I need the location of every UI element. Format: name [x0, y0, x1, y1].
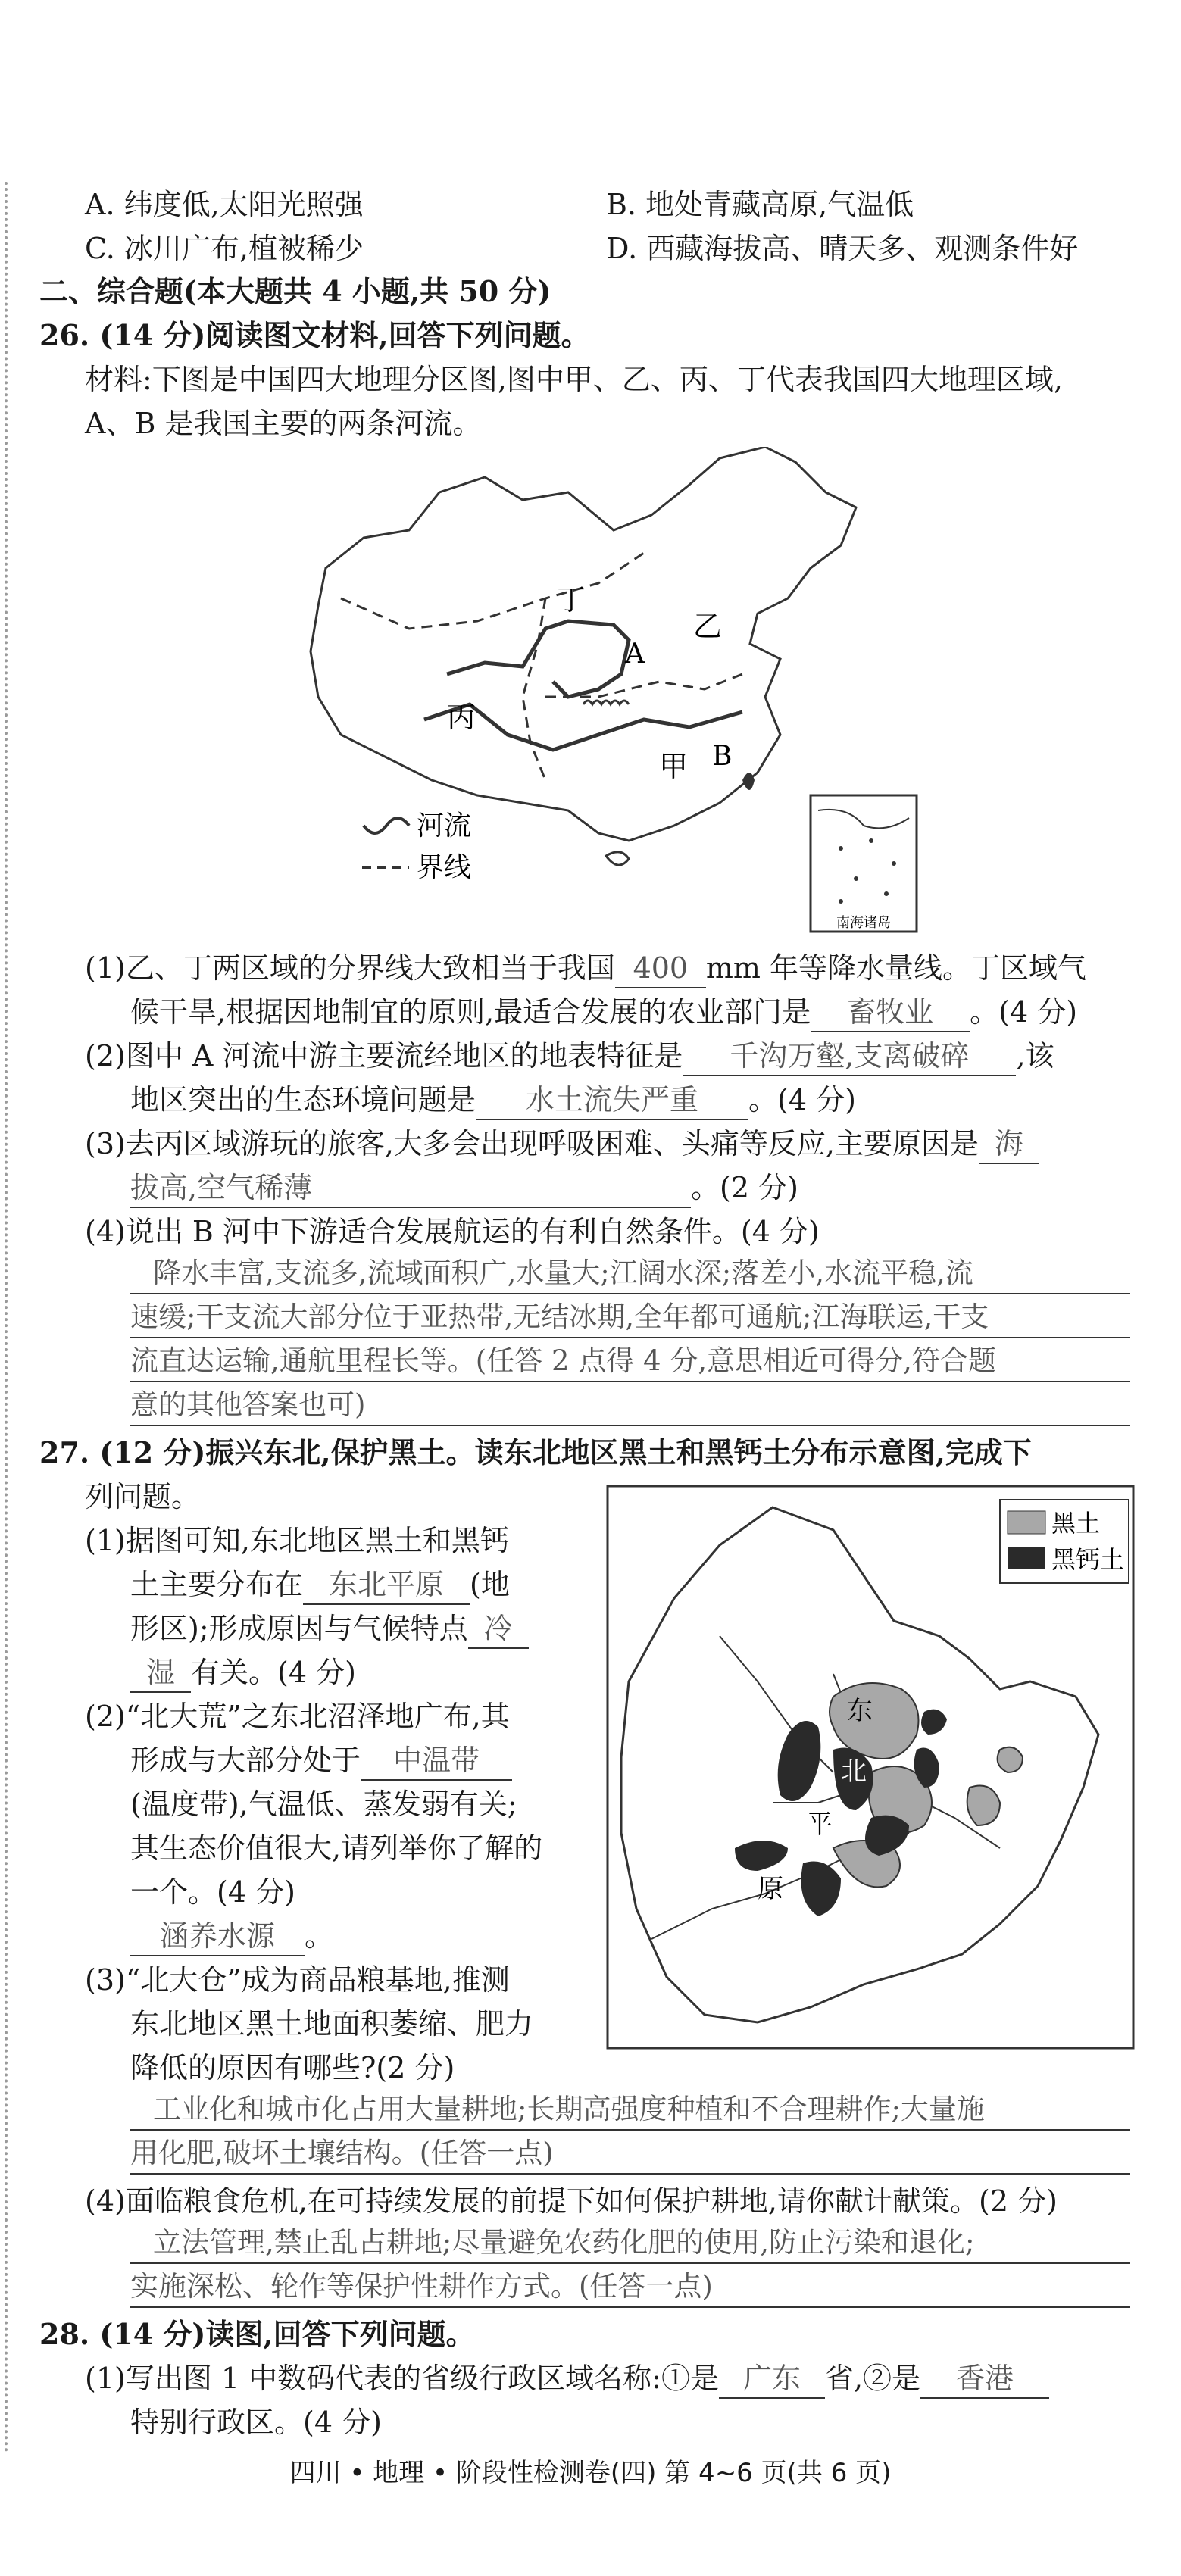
map-label-jia: 甲 — [659, 750, 689, 783]
answer-line[interactable]: 意的其他答案也可) — [130, 1385, 1130, 1426]
q27-p4-question: (4)面临粮食危机,在可持续发展的前提下如何保护耕地,请你献计献策。(2 分) — [85, 2184, 1058, 2218]
map-label-yi: 乙 — [693, 610, 723, 643]
q27-p1-line1: (1)据图可知,东北地区黑土和黑钙 — [85, 1524, 509, 1557]
answer-line[interactable]: 实施深松、轮作等保护性耕作方式。(任答一点) — [130, 2267, 1130, 2308]
q26-p3-line1: (3)去丙区域游玩的旅客,大多会出现呼吸困难、头痛等反应,主要原因是 海 — [85, 1125, 1039, 1164]
legend-river-symbol — [364, 818, 409, 833]
q27-head: 27. (12 分)振兴东北,保护黑土。读东北地区黑土和黑钙土分布示意图,完成下 — [39, 1435, 1032, 1469]
map-label-ping: 平 — [807, 1809, 833, 1840]
inset-islands — [839, 838, 896, 904]
map-label-yuan: 原 — [758, 1874, 783, 1904]
q27-p3-line3: 降低的原因有哪些?(2 分) — [130, 2051, 455, 2084]
legend-black-soil-swatch — [1008, 1511, 1045, 1534]
answer-blank[interactable]: 千沟万壑,支离破碎 — [683, 1037, 1016, 1076]
q27-p2-line1: (2)“北大荒”之东北沼泽地广布,其 — [85, 1700, 510, 1733]
q27-p1-line3: 形区);形成原因与气候特点 冷 — [130, 1610, 529, 1649]
section-title: 二、综合题(本大题共 4 小题,共 50 分) — [39, 274, 551, 308]
answer-blank[interactable]: 水土流失严重 — [476, 1081, 748, 1120]
q26-material-1: 材料:下图是中国四大地理分区图,图中甲、乙、丙、丁代表我国四大地理区域, — [85, 363, 1063, 396]
answer-blank[interactable]: 海 — [979, 1125, 1039, 1164]
south-china-sea-inset — [811, 795, 917, 932]
legend-chernozem-label: 黑钙土 — [1051, 1545, 1125, 1574]
q26-material-2: A、B 是我国主要的两条河流。 — [85, 407, 482, 440]
q26-p3-line2: 拔高,空气稀薄 。(2 分) — [130, 1169, 798, 1208]
q26-head: 26. (14 分)阅读图文材料,回答下列问题。 — [39, 318, 590, 352]
map-label-ding: 丁 — [557, 583, 586, 617]
q27-p2-line4: 其生态价值很大,请列举你了解的 — [130, 1831, 543, 1865]
china-outline — [311, 447, 856, 841]
option-b: B. 地处青藏高原,气温低 — [606, 188, 914, 221]
q27-p2-line5: 一个。(4 分) — [130, 1875, 295, 1909]
q26-p1-line1: (1)乙、丁两区域的分界线大致相当于我国 400 mm 年等降水量线。丁区域气 — [85, 949, 1086, 988]
answer-line[interactable]: 流直达运输,通航里程长等。(任答 2 点得 4 分,意思相近可得分,符合题 — [130, 1341, 1130, 1382]
legend-river-label: 河流 — [417, 810, 472, 841]
q26-p2-line1: (2)图中 A 河流中游主要流经地区的地表特征是 千沟万壑,支离破碎 ,该 — [85, 1037, 1054, 1076]
answer-blank[interactable]: 冷 — [468, 1610, 529, 1649]
answer-blank[interactable]: 拔高,空气稀薄 — [130, 1169, 691, 1208]
q27-head-2: 列问题。 — [85, 1480, 201, 1513]
q26-p4-question: (4)说出 B 河中下游适合发展航运的有利自然条件。(4 分) — [85, 1215, 820, 1248]
legend-border-label: 界线 — [417, 852, 472, 883]
q27-p2-line2: 形成与大部分处于 中温带 — [130, 1741, 512, 1781]
option-a: A. 纬度低,太阳光照强 — [85, 188, 364, 221]
map-label-bing: 丙 — [447, 701, 476, 734]
q27-p1-line4: 湿 有关。(4 分) — [130, 1653, 356, 1693]
answer-blank[interactable]: 香港 — [920, 2359, 1049, 2399]
great-wall-mark — [583, 701, 629, 704]
legend-black-soil-label: 黑土 — [1051, 1509, 1101, 1538]
page-footer: 四川 • 地理 • 阶段性检测卷(四) 第 4~6 页(共 6 页) — [289, 2458, 892, 2488]
answer-blank[interactable]: 东北平原 — [303, 1566, 470, 1605]
black-soil-region-5 — [998, 1747, 1023, 1772]
hainan-island — [606, 852, 629, 865]
answer-line[interactable]: 降水丰富,支流多,流域面积广,水量大;江阔水深;落差小,水流平稳,流 — [130, 1254, 1130, 1294]
answer-line[interactable]: 用化肥,破坏土壤结构。(任答一点) — [130, 2134, 1130, 2175]
answer-blank[interactable]: 湿 — [130, 1653, 191, 1693]
q27-p3-line1: (3)“北大仓”成为商品粮基地,推测 — [85, 1963, 510, 1997]
q27-p2-line6: 涵养水源 。 — [130, 1917, 333, 1956]
inset-label: 南海诸岛 — [836, 915, 891, 931]
answer-blank[interactable]: 广东 — [719, 2359, 825, 2399]
map-label-bei: 北 — [841, 1756, 867, 1787]
option-d: D. 西藏海拔高、晴天多、观测条件好 — [606, 232, 1079, 265]
border-line-1 — [341, 553, 644, 629]
map-label-dong: 东 — [847, 1696, 873, 1726]
river-a — [447, 621, 629, 697]
answer-line[interactable]: 立法管理,禁止乱占耕地;尽量避免农药化肥的使用,防止污染和退化; — [130, 2223, 1130, 2264]
legend-chernozem-swatch — [1008, 1547, 1045, 1569]
northeast-soil-map — [606, 1485, 1136, 2053]
answer-blank[interactable]: 畜牧业 — [811, 993, 970, 1032]
q28-head: 28. (14 分)读图,回答下列问题。 — [39, 2317, 475, 2351]
answer-line[interactable]: 工业化和城市化占用大量耕地;长期高强度种植和不合理耕作;大量施 — [130, 2090, 1130, 2131]
q26-p2-line2: 地区突出的生态环境问题是 水土流失严重 。(4 分) — [130, 1081, 856, 1120]
q28-p1-line1: (1)写出图 1 中数码代表的省级行政区域名称:①是 广东 省,②是 香港 — [85, 2359, 1049, 2399]
answer-blank[interactable]: 400 — [615, 949, 706, 988]
q27-p1-line2: 土主要分布在 东北平原 (地 — [130, 1566, 510, 1605]
answer-line[interactable]: 速缓;干支流大部分位于亚热带,无结冰期,全年都可通航;江海联运,干支 — [130, 1297, 1130, 1338]
map-label-b: B — [712, 741, 733, 772]
answer-blank[interactable]: 中温带 — [361, 1741, 512, 1781]
inset-coast — [818, 810, 909, 828]
map-label-a: A — [625, 639, 645, 670]
option-c: C. 冰川广布,植被稀少 — [85, 232, 364, 265]
q28-p1-line2: 特别行政区。(4 分) — [130, 2406, 382, 2439]
q26-p1-line2: 候干旱,根据因地制宜的原则,最适合发展的农业部门是 畜牧业 。(4 分) — [130, 993, 1077, 1032]
border-line-2 — [523, 598, 545, 780]
answer-blank[interactable]: 涵养水源 — [130, 1917, 305, 1956]
q27-p2-line3: (温度带),气温低、蒸发弱有关; — [130, 1788, 517, 1821]
china-regions-map — [295, 447, 924, 939]
q27-p3-line2: 东北地区黑土地面积萎缩、肥力 — [130, 2007, 534, 2041]
